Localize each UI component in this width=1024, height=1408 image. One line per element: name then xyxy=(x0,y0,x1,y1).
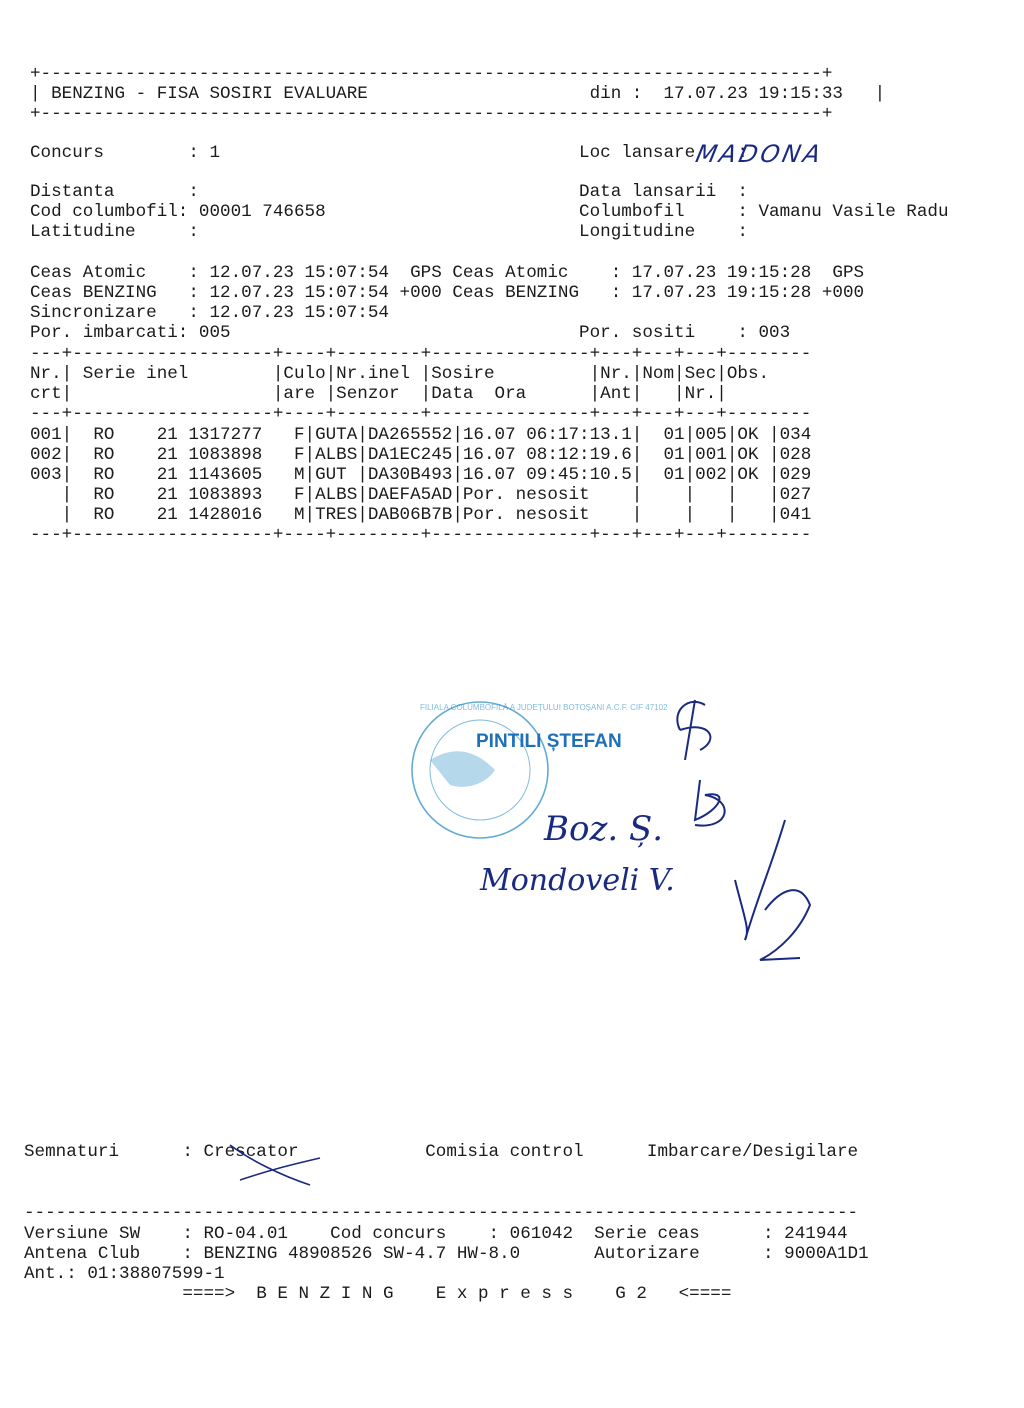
table-header-row-1: Nr.| Serie inel |Culo|Nr.inel |Sosire |Nr.|Nom|Sec|Obs. xyxy=(30,364,770,384)
stamp-name: PINTILI ȘTEFAN xyxy=(476,731,622,752)
info-cod-columbofil: Cod columbofil: 00001 746658 Columbofil : Vamanu Vasile Radu xyxy=(30,202,949,222)
footer-ant: Ant.: 01:38807599-1 xyxy=(24,1264,225,1284)
footer-antena: Antena Club : BENZING 48908526 SW-4.7 HW-8.0 Autorizare : 9000A1D1 xyxy=(24,1244,869,1264)
table-header-row-2: crt| |are |Senzor |Data Ora |Ant| |Nr.| xyxy=(30,384,727,404)
handwritten-signatures xyxy=(480,690,840,980)
signature-text-2: Mondoveli V. xyxy=(480,863,675,898)
table-row: | RO 21 1428016 M|TRES|DAB06B7B|Por. nesosit | | | |041 xyxy=(30,505,812,525)
info-ceas-benzing: Ceas BENZING : 12.07.23 15:07:54 +000 Ceas BENZING : 17.07.23 19:15:28 +000 xyxy=(30,283,865,303)
table-bottom-border: ---+-------------------+----+--------+---------------+---+---+---+-------- xyxy=(30,525,812,545)
footer-divider: ------------------------------------------------------------------------------- xyxy=(24,1203,859,1223)
table-row: 002| RO 21 1083898 F|ALBS|DA1EC245|16.07 08:12:19.6| 01|001|OK |028 xyxy=(30,445,812,465)
crescator-signature xyxy=(210,1130,330,1190)
handwritten-loc-lansare-text: MADONA xyxy=(693,139,827,168)
info-distanta: Distanta : Data lansarii : xyxy=(30,182,748,202)
handwritten-loc-lansare xyxy=(690,136,830,170)
info-latitudine: Latitudine : Longitudine : xyxy=(30,222,748,242)
footer-signatures-line: Semnaturi : Crescator Comisia control Imbarcare/Desigilare xyxy=(24,1142,859,1162)
table-top-border: ---+-------------------+----+--------+---------------+---+---+---+-------- xyxy=(30,344,812,364)
info-sincronizare: Sincronizare : 12.07.23 15:07:54 xyxy=(30,303,389,323)
footer-brand-banner: ====> B E N Z I N G E x p r e s s G 2 <==== xyxy=(24,1284,732,1304)
table-mid-border: ---+-------------------+----+--------+---------------+---+---+---+-------- xyxy=(30,404,812,424)
table-row: | RO 21 1083893 F|ALBS|DAEFA5AD|Por. nesosit | | | |027 xyxy=(30,485,812,505)
signature-text-1: Boz. Ș. xyxy=(544,809,664,849)
table-row: 003| RO 21 1143605 M|GUT |DA30B493|16.07 09:45:10.5| 01|002|OK |029 xyxy=(30,465,812,485)
header-title-line: | BENZING - FISA SOSIRI EVALUARE din : 17.07.23 19:15:33 | xyxy=(30,84,886,104)
footer-versiune: Versiune SW : RO-04.01 Cod concurs : 061042 Serie ceas : 241944 xyxy=(24,1224,848,1244)
info-concurs: Concurs : 1 Loc lansare : xyxy=(30,143,748,163)
header-border-top: +--------------------------------------------------------------------------+ xyxy=(30,64,833,84)
stamp-ring-text: FILIALA COLUMBOFILĂ A JUDEȚULUI BOTOȘANI A.C.F. CIF 47102 xyxy=(420,703,668,712)
table-row: 001| RO 21 1317277 F|GUTA|DA265552|16.07 06:17:13.1| 01|005|OK |034 xyxy=(30,425,812,445)
header-border-bottom: +--------------------------------------------------------------------------+ xyxy=(30,104,833,124)
info-ceas-atomic: Ceas Atomic : 12.07.23 15:07:54 GPS Ceas Atomic : 17.07.23 19:15:28 GPS xyxy=(30,263,865,283)
info-porumbei: Por. imbarcati: 005 Por. sositi : 003 xyxy=(30,323,791,343)
